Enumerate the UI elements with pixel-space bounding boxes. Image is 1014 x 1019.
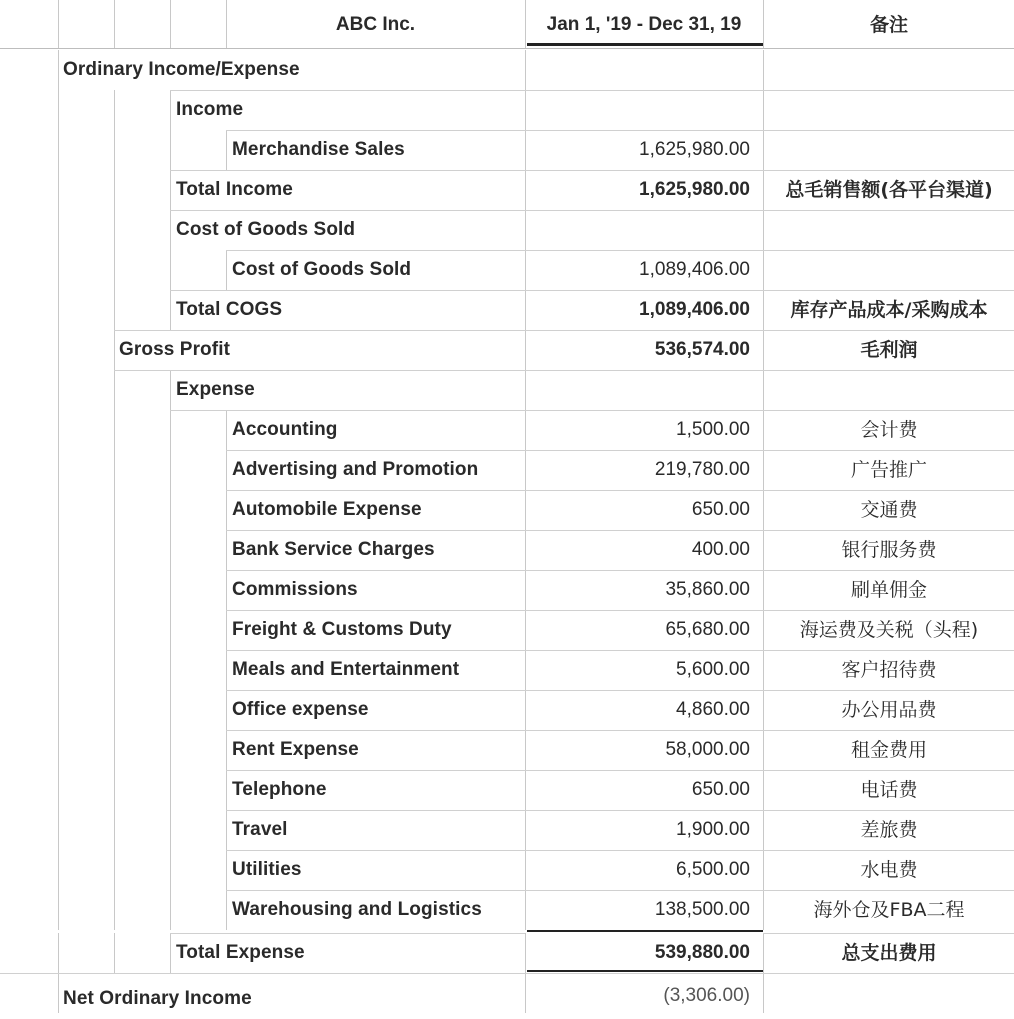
row-note: 广告推广 (850, 459, 927, 481)
row-amount: 4,860.00 (676, 699, 750, 720)
row-label: Ordinary Income/Expense (63, 59, 300, 80)
row-label: Travel (232, 819, 288, 840)
row-warehousing (0, 890, 1014, 930)
row-accounting (0, 410, 1014, 450)
company-name: ABC Inc. (335, 14, 416, 35)
row-note: 客户招待费 (841, 659, 937, 681)
row-note: 差旅费 (860, 819, 918, 841)
row-note: 总支出费用 (841, 942, 937, 964)
row-income (0, 90, 1014, 130)
row-amount: 1,089,406.00 (639, 299, 750, 320)
row-amount: 536,574.00 (654, 339, 750, 360)
row-automobile (0, 490, 1014, 530)
row-amount: 5,600.00 (676, 659, 750, 680)
row-note: 海运费及关税（头程) (799, 619, 979, 641)
row-rent (0, 730, 1014, 770)
row-label: Cost of Goods Sold (176, 219, 356, 240)
row-note: 总毛销售额(各平台渠道) (785, 179, 993, 201)
total-expense-overline (527, 930, 763, 932)
row-commissions (0, 570, 1014, 610)
row-expense-header (0, 370, 1014, 410)
row-note: 海外仓及FBA二程 (813, 899, 965, 921)
row-amount: 539,880.00 (654, 942, 750, 963)
row-advertising (0, 450, 1014, 490)
row-amount: 219,780.00 (654, 459, 750, 480)
row-office (0, 690, 1014, 730)
row-label: Telephone (232, 779, 327, 800)
row-label: Bank Service Charges (232, 539, 435, 560)
row-cogs-header (0, 210, 1014, 250)
row-note: 电话费 (860, 779, 918, 801)
row-bank-service (0, 530, 1014, 570)
row-label: Advertising and Promotion (232, 459, 479, 480)
row-label: Meals and Entertainment (232, 659, 460, 680)
row-amount: (3,306.00) (663, 985, 750, 1006)
row-travel (0, 810, 1014, 850)
row-note: 水电费 (860, 859, 918, 881)
row-amount: 650.00 (691, 499, 750, 520)
row-amount: 65,680.00 (665, 619, 750, 640)
row-utilities (0, 850, 1014, 890)
row-label: Merchandise Sales (232, 139, 405, 160)
row-gross-profit (0, 330, 1014, 370)
row-label: Expense (176, 379, 255, 400)
row-note: 交通费 (860, 499, 918, 521)
row-amount: 1,625,980.00 (639, 179, 750, 200)
row-amount: 400.00 (691, 539, 750, 560)
row-label: Net Ordinary Income (63, 988, 252, 1009)
row-label: Total Income (176, 179, 293, 200)
header-row (0, 0, 1014, 48)
row-telephone (0, 770, 1014, 810)
row-label: Office expense (232, 699, 369, 720)
row-label: Cost of Goods Sold (232, 259, 412, 280)
row-amount: 1,625,980.00 (639, 139, 750, 160)
row-note: 刷单佣金 (850, 579, 927, 601)
period-header-underline (527, 43, 763, 46)
row-amount: 35,860.00 (665, 579, 750, 600)
period-header: Jan 1, '19 - Dec 31, 19 (546, 14, 742, 35)
net-income-overline (527, 970, 763, 972)
row-freight (0, 610, 1014, 650)
row-label: Commissions (232, 579, 358, 600)
row-label: Total COGS (176, 299, 283, 320)
row-note: 银行服务费 (841, 539, 937, 561)
row-amount: 58,000.00 (665, 739, 750, 760)
row-amount: 1,500.00 (676, 419, 750, 440)
row-note: 毛利润 (860, 339, 918, 361)
row-amount: 6,500.00 (676, 859, 750, 880)
row-total-expense (0, 933, 1014, 973)
notes-header: 备注 (869, 14, 908, 36)
row-meals (0, 650, 1014, 690)
row-ordinary-income-expense (0, 50, 1014, 90)
row-note: 办公用品费 (841, 699, 937, 721)
row-label: Freight & Customs Duty (232, 619, 452, 640)
row-merchandise-sales (0, 130, 1014, 170)
row-amount: 1,089,406.00 (639, 259, 750, 280)
row-cogs (0, 250, 1014, 290)
row-note: 库存产品成本/采购成本 (790, 299, 988, 321)
row-total-cogs (0, 290, 1014, 330)
row-amount: 1,900.00 (676, 819, 750, 840)
row-label: Income (176, 99, 244, 120)
row-label: Total Expense (176, 942, 305, 963)
row-label: Rent Expense (232, 739, 359, 760)
row-label: Utilities (232, 859, 302, 880)
row-note: 租金费用 (850, 739, 927, 761)
row-label: Automobile Expense (232, 499, 422, 520)
row-label: Accounting (232, 419, 338, 440)
row-label: Warehousing and Logistics (232, 899, 482, 920)
row-label: Gross Profit (119, 339, 230, 360)
row-total-income (0, 170, 1014, 210)
row-amount: 650.00 (691, 779, 750, 800)
row-amount: 138,500.00 (654, 899, 750, 920)
watermark-overlay (770, 985, 1010, 1005)
row-note: 会计费 (860, 419, 918, 441)
